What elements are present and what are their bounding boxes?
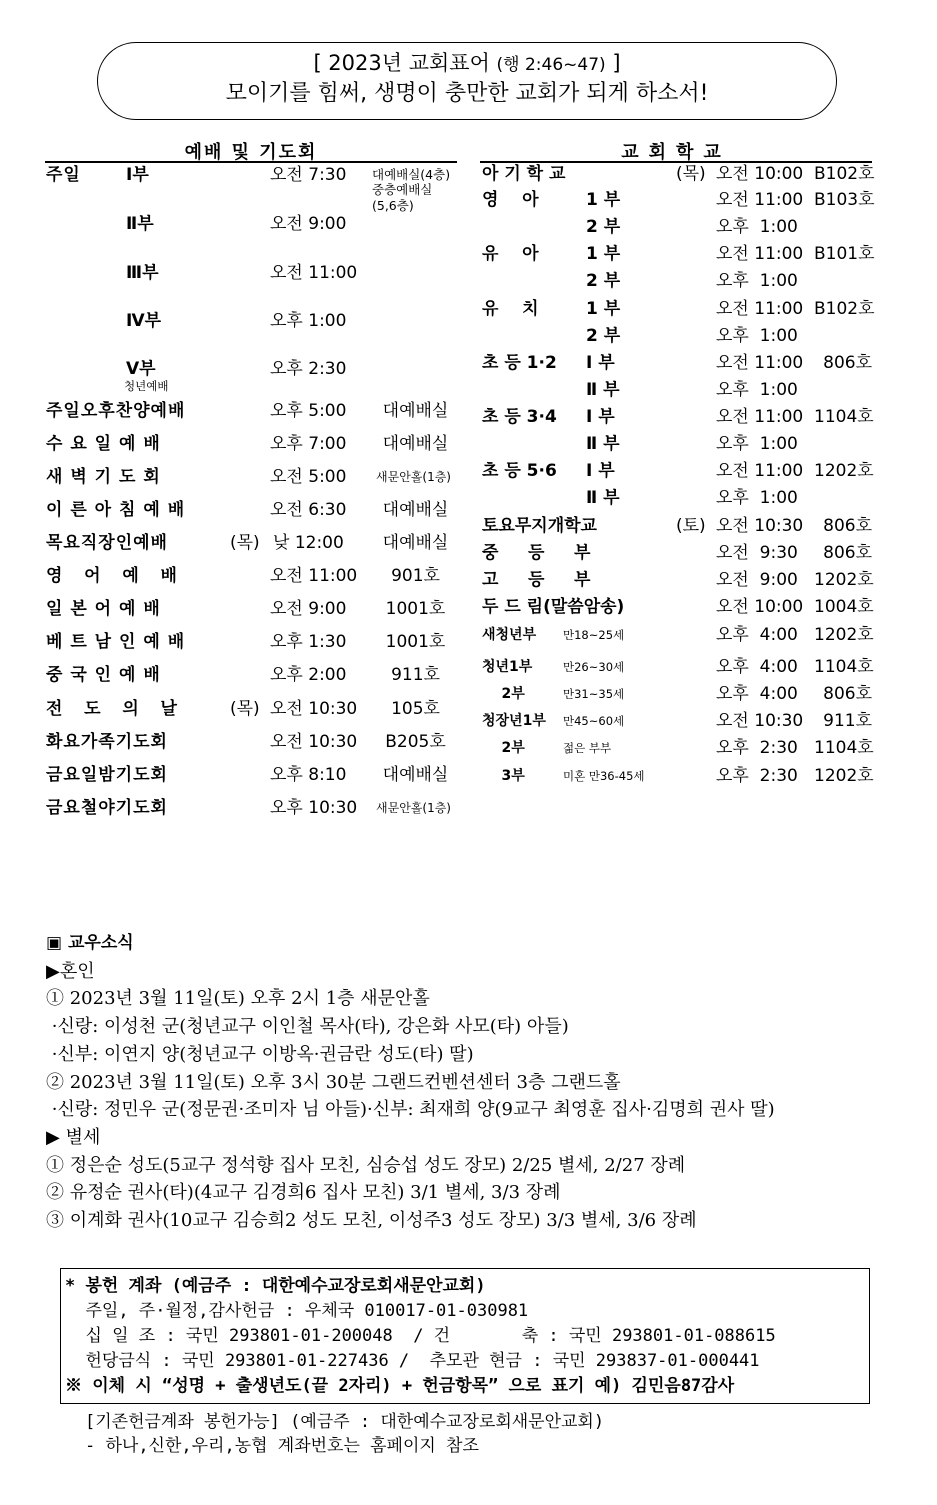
offering-lines [65,1299,869,1374]
service-part: Ⅲ부 [126,263,159,283]
motto-title [98,49,836,79]
school-row [0,710,900,732]
member-news [46,930,906,1235]
school-dept: 두 드 림(말씀암송) [482,597,625,617]
school-row [0,542,900,564]
motto-banner [97,42,837,120]
service-part: Ⅱ부 [126,214,154,234]
school-time: 오전 9:00 [716,570,798,590]
school-time: 오후 1:00 [716,434,798,454]
school-dept: 중 등 부 [482,543,591,563]
school-row [0,406,900,428]
school-dept: 토요무지개학교 [482,516,597,536]
sunday-venue-note: (5,6층) [372,198,414,213]
worship-place: 새문안홀(1층) [376,470,451,484]
service-part: Ⅰ부 [126,165,149,185]
school-part: Ⅱ 부 [586,434,620,454]
school-part: 1 부 [586,244,621,264]
worship-name: 중 국 인 예 배 [46,665,161,685]
news-line: ③ 이계화 권사(10교구 김승희2 성도 모친, 이성주3 성도 장모) 3/3 별세, 3/6 장례 [46,1210,697,1232]
school-time: 오후 4:00 [716,684,798,704]
school-dept: 새청년부 [482,627,537,643]
worship-name: 일 본 어 예 배 [46,599,161,619]
account-line: 십 일 조 : 국민 293801-01-200048 / 건 축 : 국민 293801-01-088615 [65,1326,776,1346]
worship-place: 105호 [391,699,440,719]
school-room: 1202호 [814,766,874,786]
school-room: 806호 [823,353,872,373]
worship-time: 오후 2:00 [270,665,347,685]
school-time: 오전 10:00 [716,164,804,184]
school-time: 오후 1:00 [716,488,798,508]
school-part: Ⅰ 부 [586,461,615,481]
school-dept: 아 기 학 교 [482,164,566,184]
school-room: B103호 [814,190,875,210]
service-time: 오전 11:00 [270,263,358,283]
school-row [0,683,900,705]
school-age-group: 만18~25세 [563,628,625,642]
school-time: 오전 11:00 [716,461,804,481]
school-row [0,487,900,509]
footer-note [85,1410,604,1458]
school-time: 오전 10:00 [716,597,804,617]
account-line: 헌당금식 : 국민 293801-01-227436 / 추모관 현금 : 국민 293837-01-000441 [65,1351,760,1371]
sunday-label: 주일 [46,165,81,185]
school-row [0,765,900,787]
school-time: 오전 9:30 [716,543,798,563]
motto-reference: (행 2:46~47) [496,55,606,75]
school-dept: 3부 [482,768,525,784]
worship-time: 오전 11:00 [270,566,358,586]
worship-name: 화요가족기도회 [46,732,168,752]
news-title: ▣ 교우소식 [46,933,134,953]
service-time: 오후 2:30 [270,359,347,379]
news-line: ▶혼인 [46,960,95,982]
school-row [0,460,900,482]
school-dept: 2부 [482,686,525,702]
school-row [0,189,900,211]
worship-place: 대예배실 [382,765,449,785]
school-dept: 청년1부 [482,659,533,675]
school-row [0,596,900,618]
school-room: 1202호 [814,625,874,645]
offering-title: * 봉헌 계좌 (예금주 : 대한예수교장로회새문안교회) [65,1276,486,1296]
worship-name: 수 요 일 예 배 [46,434,161,454]
worship-day: (목) [230,533,260,553]
school-time: 오후 1:00 [716,380,798,400]
sunday-venue-note: 중층예배실 [372,182,433,197]
worship-time: 낮 12:00 [273,533,344,553]
account-line: 주일, 주·월정,감사헌금 : 우체국 010017-01-030981 [65,1301,529,1321]
news-line: ·신랑: 정민우 군(정문권·조미자 님 아들)·신부: 최재희 양(9교구 최영훈 집사·김명희 권사 딸) [46,1099,775,1121]
school-time: 오전 11:00 [716,190,804,210]
worship-day: (목) [230,699,260,719]
worship-place: 새문안홀(1층) [376,801,451,815]
news-line: ② 유정순 권사(타)(4교구 김경희6 집사 모친) 3/1 별세, 3/3 장례 [46,1182,561,1204]
service-part: Ⅴ부 [126,359,156,379]
school-row [0,737,900,759]
school-time: 오후 4:00 [716,625,798,645]
school-part: Ⅱ 부 [586,488,620,508]
school-dept: 초 등 1·2 [482,353,557,373]
school-room: 911호 [823,711,872,731]
worship-place: 대예배실 [382,533,449,553]
worship-heading: 예배 및 기도회 [45,138,457,163]
school-dept: 영 아 [482,190,539,210]
school-time: 오전 11:00 [716,299,804,319]
worship-place: 1001호 [385,632,446,652]
school-dept: 청장년1부 [482,713,546,729]
worship-name: 목요직장인예배 [46,533,168,553]
news-lines [46,958,906,1235]
worship-time: 오전 5:00 [270,467,347,487]
school-row [0,379,900,401]
school-room: 1104호 [814,738,874,758]
school-time: 오전 11:00 [716,353,804,373]
service-time: 오후 1:00 [270,311,347,331]
news-line: ① 정은순 성도(5교구 정석향 집사 모친, 심승섭 성도 장모) 2/25 별세, 2/27 장례 [46,1154,686,1176]
worship-place: 1001호 [385,599,446,619]
service-time: 오전 9:00 [270,214,347,234]
worship-name: 금요일밤기도회 [46,765,168,785]
worship-time: 오전 6:30 [270,500,347,520]
motto-year: [ 2023년 교회표어 [313,51,497,75]
school-row [0,433,900,455]
school-time: 오전 10:30 [716,711,804,731]
worship-time: 오전 10:30 [270,732,358,752]
motto-bracket: ] [605,51,621,75]
school-room: 1202호 [814,461,874,481]
school-part: 2 부 [586,217,621,237]
school-room: 1004호 [814,597,874,617]
school-row [0,656,900,678]
school-room: 806호 [823,516,872,536]
school-row [0,515,900,537]
school-day: (목) [676,164,706,184]
worship-place: 대예배실 [382,500,449,520]
worship-name: 새 벽 기 도 회 [46,467,161,487]
school-age-group: 만26~30세 [563,660,625,674]
school-day: (토) [676,516,706,536]
worship-time: 오후 10:30 [270,798,358,818]
school-row [0,243,900,265]
worship-time: 오전 10:30 [270,699,358,719]
school-time: 오후 2:30 [716,766,798,786]
school-time: 오전 10:30 [716,516,804,536]
school-room: B102호 [814,299,875,319]
school-room: 806호 [823,684,872,704]
school-row [0,270,900,292]
school-heading: 교회학교 [480,138,872,163]
footer-line-2: - 하나,신한,우리,농협 계좌번호는 홈페이지 참조 [85,1436,479,1456]
worship-time: 오후 8:10 [270,765,347,785]
worship-place: 901호 [391,566,440,586]
worship-name: 이 른 아 침 예 배 [46,500,186,520]
worship-time: 오전 9:00 [270,599,347,619]
school-dept: 초 등 5·6 [482,461,557,481]
school-part: 2 부 [586,271,621,291]
school-dept: 2부 [482,740,525,756]
youth-worship-note: 청년예배 [124,379,169,393]
school-part: 1 부 [586,299,621,319]
school-time: 오후 2:30 [716,738,798,758]
worship-name: 베 트 남 인 예 배 [46,632,186,652]
school-part: Ⅰ 부 [586,407,615,427]
school-part: 1 부 [586,190,621,210]
school-row [0,298,900,320]
school-part: Ⅰ 부 [586,353,615,373]
school-row [0,352,900,374]
school-age-group: 젊은 부부 [563,741,612,755]
news-line: ▶ 별세 [46,1126,101,1148]
news-line: ·신부: 이연지 양(청년교구 이방옥·권금란 성도(타) 딸) [46,1043,474,1065]
worship-time: 오후 1:30 [270,632,347,652]
worship-place: 대예배실 [382,401,449,421]
school-row [0,569,900,591]
motto-text: 모이기를 힘써, 생명이 충만한 교회가 되게 하소서! [225,81,709,106]
news-line: ② 2023년 3월 11일(토) 오후 3시 30분 그랜드컨벤션센터 3층 그랜드홀 [46,1071,621,1093]
school-row [0,624,900,646]
worship-place: 911호 [391,665,440,685]
school-part: 2 부 [586,326,621,346]
school-age-group: 미혼 만36-45세 [563,769,645,783]
school-room: 806호 [823,543,872,563]
footer-line-1: [기존헌금계좌 봉헌가능] (예금주 : 대한예수교장로회새문안교회) [85,1412,605,1432]
transfer-note: ※ 이체 시 “성명 + 출생년도(끝 2자리) + 헌금항목” 으로 표기 예) 김민음87감사 [65,1376,735,1396]
worship-name: 주일오후찬양예배 [46,401,186,421]
school-dept: 고 등 부 [482,570,591,590]
service-time: 오전 7:30 [270,165,347,185]
worship-time: 오후 7:00 [270,434,347,454]
school-age-group: 만45~60세 [563,714,625,728]
school-time: 오전 11:00 [716,244,804,264]
school-time: 오후 4:00 [716,657,798,677]
school-part: Ⅱ 부 [586,380,620,400]
worship-name: 전 도 의 날 [46,699,178,719]
school-row [0,325,900,347]
worship-name: 금요철야기도회 [46,798,168,818]
service-part: Ⅳ부 [126,311,162,331]
worship-place: 대예배실 [382,434,449,454]
news-line: ·신랑: 이성천 군(청년교구 이인철 목사(타), 강은화 사모(타) 아들) [46,1016,569,1038]
school-room: B101호 [814,244,875,264]
school-room: 1104호 [814,657,874,677]
school-dept: 유 아 [482,244,539,264]
worship-place: B205호 [385,732,446,752]
school-room: B102호 [814,164,875,184]
school-time: 오전 11:00 [716,407,804,427]
school-dept: 유 치 [482,299,539,319]
worship-name: 영 어 예 배 [46,566,178,586]
news-line: ① 2023년 3월 11일(토) 오후 2시 1층 새문안홀 [46,988,430,1010]
school-room: 1104호 [814,407,874,427]
school-row [0,163,900,185]
school-age-group: 만31~35세 [563,687,625,701]
school-time: 오후 1:00 [716,217,798,237]
sunday-venue-note: 대예배실(4층) [372,167,451,182]
school-time: 오후 1:00 [716,271,798,291]
school-time: 오후 1:00 [716,326,798,346]
school-row [0,216,900,238]
worship-row [0,797,470,819]
school-room: 1202호 [814,570,874,590]
offering-accounts-box [60,1268,870,1404]
worship-time: 오후 5:00 [270,401,347,421]
school-dept: 초 등 3·4 [482,407,557,427]
